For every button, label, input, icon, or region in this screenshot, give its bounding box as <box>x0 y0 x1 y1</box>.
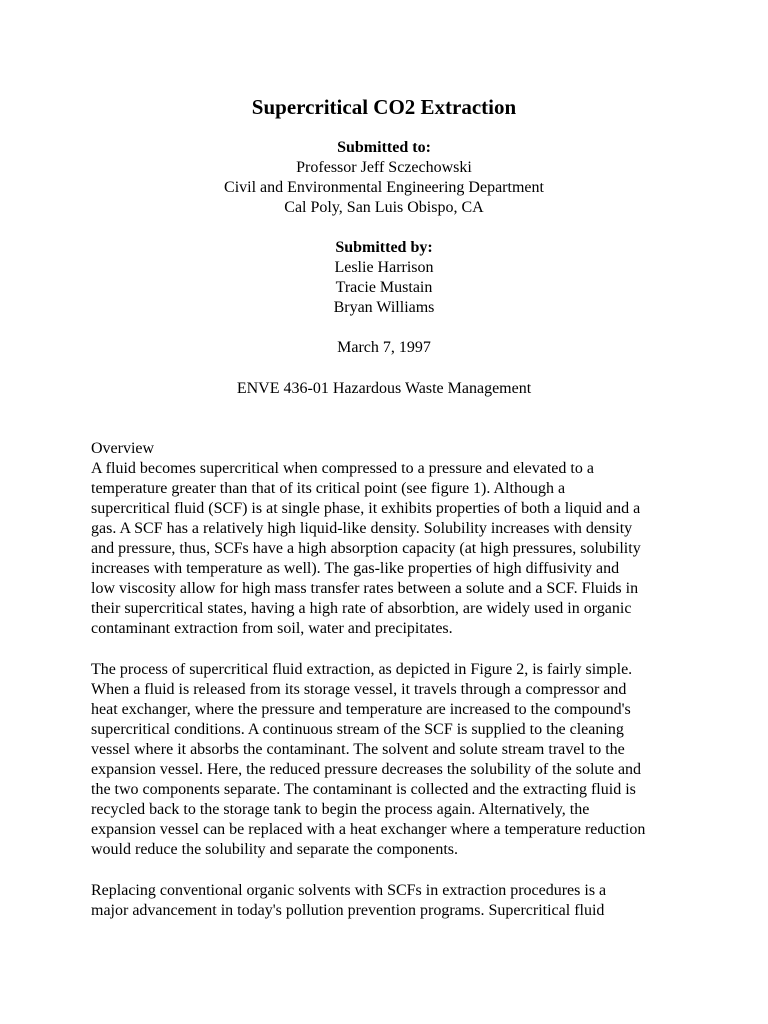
author-name: Bryan Williams <box>333 299 435 316</box>
solvents-paragraph <box>91 881 691 921</box>
author-name: Tracie Mustain <box>335 279 433 296</box>
recipient-institution: Cal Poly, San Luis Obispo, CA <box>284 199 484 216</box>
course-text: ENVE 436-01 Hazardous Waste Management <box>236 380 532 397</box>
process-paragraph <box>91 660 691 860</box>
submitted-to-block <box>0 138 768 218</box>
paragraph-line: major advancement in today's pollution prevention programs. Supercritical fluid <box>91 902 605 919</box>
paragraph-line: increases with temperature as well). The gas-like properties of high diffusivity and <box>91 560 620 577</box>
paragraph-line: contaminant extraction from soil, water and precipitates. <box>91 620 453 637</box>
paragraph-line: expansion vessel. Here, the reduced pressure decreases the solubility of the solute and <box>91 761 642 778</box>
submitted-by-heading: Submitted by: <box>335 239 433 256</box>
paragraph-line: A fluid becomes supercritical when compressed to a pressure and elevated to a <box>91 460 594 477</box>
submitted-by-block <box>0 238 768 318</box>
recipient-department: Civil and Environmental Engineering Department <box>224 179 544 196</box>
paragraph-line: low viscosity allow for high mass transfer rates between a solute and a SCF. Fluids in <box>91 580 639 597</box>
course-info <box>0 379 768 399</box>
document-title: Supercritical CO2 Extraction <box>251 95 517 119</box>
document-date <box>0 338 768 358</box>
paragraph-line: Replacing conventional organic solvents with SCFs in extraction procedures is a <box>91 882 607 899</box>
paragraph-line: When a fluid is released from its storage vessel, it travels through a compressor and <box>91 681 627 698</box>
paragraph-line: supercritical fluid (SCF) is at single phase, it exhibits properties of both a liquid and a <box>91 500 641 517</box>
submitted-to-heading: Submitted to: <box>337 139 431 156</box>
paragraph-line: heat exchanger, where the pressure and temperature are increased to the compound's <box>91 701 631 718</box>
paragraph-line: recycled back to the storage tank to begin the process again. Alternatively, the <box>91 801 590 818</box>
paragraph-line: their supercritical states, having a high rate of absorbtion, are widely used in organic <box>91 600 632 617</box>
overview-section <box>91 439 691 639</box>
paragraph-line: expansion vessel can be replaced with a heat exchanger where a temperature reduction <box>91 821 646 838</box>
paragraph-line: gas. A SCF has a relatively high liquid-like density. Solubility increases with density <box>91 520 633 537</box>
recipient-name: Professor Jeff Sczechowski <box>296 159 472 176</box>
author-name: Leslie Harrison <box>334 259 434 276</box>
paragraph-line: The process of supercritical fluid extraction, as depicted in Figure 2, is fairly simple. <box>91 661 633 678</box>
paragraph-line: and pressure, thus, SCFs have a high absorption capacity (at high pressures, solubility <box>91 540 641 557</box>
paragraph-line: would reduce the solubility and separate the components. <box>91 841 459 858</box>
paragraph-line: the two components separate. The contaminant is collected and the extracting fluid is <box>91 781 636 798</box>
paragraph-line: temperature greater than that of its critical point (see figure 1). Although a <box>91 480 566 497</box>
overview-heading: Overview <box>91 440 155 457</box>
paragraph-line: vessel where it absorbs the contaminant. The solvent and solute stream travel to the <box>91 741 625 758</box>
paragraph-line: supercritical conditions. A continuous stream of the SCF is supplied to the cleaning <box>91 721 624 738</box>
date-text: March 7, 1997 <box>337 339 431 356</box>
